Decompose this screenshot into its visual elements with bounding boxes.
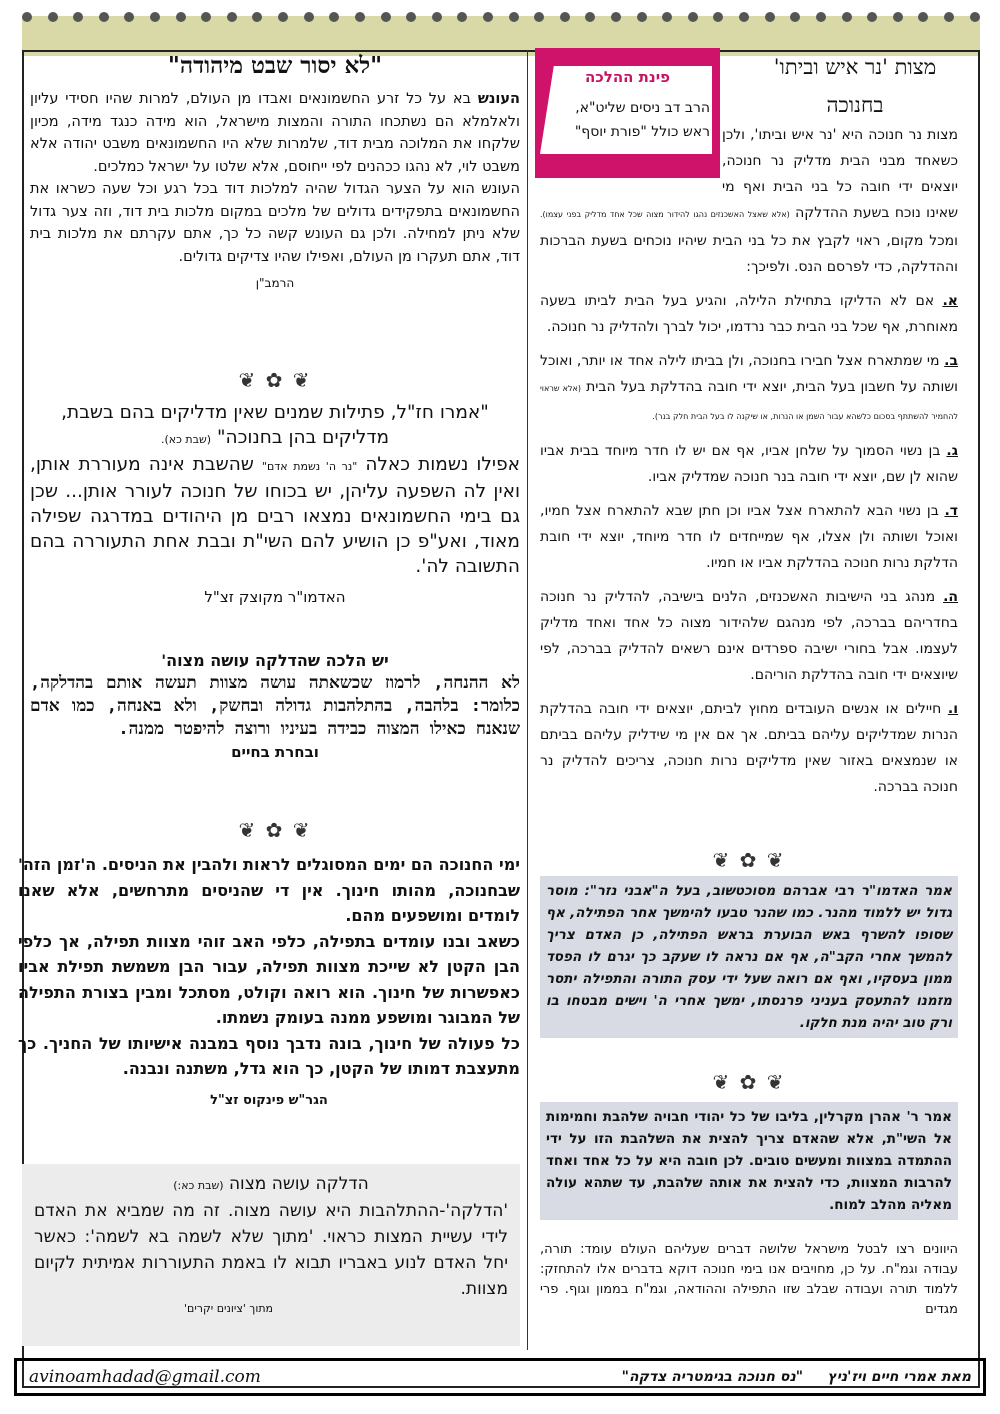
footer-author: מאת אמרי חיים ויז'ניץ bbox=[827, 1369, 971, 1385]
pinkus-p3: כל פעולה של חינוך, בונה נדבך נוסף במבנה אישיותו של החניך. כך מתעצבת דמותו של הקטן, כך הוא גדל, משתנה ונבנה. bbox=[18, 1033, 520, 1078]
border-dot bbox=[73, 12, 83, 22]
border-dot bbox=[457, 12, 467, 22]
kotsk-ref2: "נר ה' נשמת אדם" bbox=[261, 460, 358, 473]
border-dot bbox=[304, 12, 314, 22]
halacha-intro-note: (אלא שאצל האשכנזים נהגו להידור מצוה שכל אחד מדליק בפני עצמו). bbox=[540, 210, 790, 219]
border-dot bbox=[329, 12, 339, 22]
halacha-item-letter: ג. bbox=[946, 443, 958, 459]
border-dot bbox=[150, 12, 160, 22]
footer-bar bbox=[14, 1358, 986, 1396]
halacha-item-letter: ב. bbox=[944, 353, 959, 369]
border-dot bbox=[252, 12, 262, 22]
border-dot bbox=[970, 12, 980, 22]
border-dot bbox=[739, 12, 749, 22]
border-dot bbox=[124, 12, 134, 22]
halacha-item bbox=[540, 498, 958, 576]
footer-email[interactable]: avinoamhadad@gmail.com bbox=[29, 1367, 261, 1387]
border-dot bbox=[790, 12, 800, 22]
border-dot bbox=[944, 12, 954, 22]
border-dot bbox=[534, 12, 544, 22]
border-dot bbox=[201, 12, 211, 22]
border-dot bbox=[99, 12, 109, 22]
border-dot bbox=[278, 12, 288, 22]
hadlaka-box bbox=[22, 1164, 520, 1346]
footer-slogan: "נס חנוכה בגימטריה צדקה" bbox=[621, 1369, 804, 1385]
halacha-item bbox=[540, 288, 958, 340]
border-dot bbox=[816, 12, 826, 22]
border-dot bbox=[637, 12, 647, 22]
ornament-divider: ❦ ✿ ❦ bbox=[712, 848, 786, 872]
border-dot bbox=[227, 12, 237, 22]
hadlaka-box-ref: (שבת כא:) bbox=[173, 1179, 224, 1192]
border-dot bbox=[22, 12, 32, 22]
border-dot bbox=[842, 12, 852, 22]
hadlaka-box-source: מתוך 'ציונים יקרים' bbox=[184, 1302, 274, 1315]
border-dot bbox=[176, 12, 186, 22]
greeks-paragraph: היוונים רצו לבטל מישראל שלושה דברים שעליהם העולם עומד: תורה, עבודה וגמ"ח. על כן, מחויבים אנו בימי חנוכה דוקא בדברים אלו להתחזק: ללמוד תורה ועבודה שבלב שזו התפילה וההודאה, וגמ"ח בממון וגוף. פרי מגדים bbox=[540, 1242, 958, 1317]
halacha-item bbox=[540, 348, 958, 430]
ramban-lead: העונש bbox=[477, 91, 520, 107]
border-dot bbox=[406, 12, 416, 22]
right-title-line2: בחנוכה bbox=[826, 93, 884, 117]
halacha-corner-heading: פינת ההלכה bbox=[584, 68, 671, 86]
right-title bbox=[730, 48, 980, 124]
kotsk-quote: "אמרו חז"ל, פתילות שמנים שאין מדליקים בהם בשבת, מדליקים בהן בחנוכה" bbox=[61, 402, 489, 448]
border-dot bbox=[585, 12, 595, 22]
halacha-item-text: בן נשוי הבא להתארח אצל אביו וכן חתן שבא להתארח אצל חמיו, ואוכל ושותה ולן אצלו, אף שמייחדים לו חדר מיוחד, יוצא ידי חובת הדלקת נרות חנוכה בהדלקת אביו או חמיו. bbox=[540, 503, 958, 571]
halacha-corner-line1: הרב דב ניסים שליט"א, bbox=[575, 100, 710, 116]
border-dot bbox=[432, 12, 442, 22]
halacha-item-letter: א. bbox=[942, 293, 958, 309]
halacha-item-text: אם לא הדליקו בתחילת הלילה, והגיע בעל הבית לביתו בשעה מאוחרת, אף שכל בני הבית כבר נרדמו, יכול לברך ולהדליק נר חנוכה. bbox=[540, 293, 958, 335]
halacha-corner-line2: ראש כולל "פורת יוסף" bbox=[574, 124, 710, 140]
border-dot bbox=[918, 12, 928, 22]
kotsk-p2: שהשבת אינה מעוררת אותן, ואין לה השפעה עליהן, יש בכוחו של חנוכה לעורר אותן... שכן גם בימי החשמונאים נמצאו רבים מן היהודים במדרגה שפילה מאוד, ואע"פ כן הושיע להם השי"ת ובבת אחת התעוררה בהם התשובה לה'. bbox=[30, 454, 520, 577]
halacha-intro-a: מצות נר חנוכה היא 'נר איש וביתו', ולכן כשאחד מבני הבית מדליק נר חנוכה, יוצאים ידי חובה כל בני הבית ואף מי שאינו נוכח בשעת ההדלקה bbox=[722, 127, 959, 221]
border-dot bbox=[509, 12, 519, 22]
pinkus-p2: כשאב ובנו עומדים בתפילה, כלפי האב זוהי מצוות תפילה, אך כלפי הבן הקטן לא שייכת מצוות תפילה, עבור הבן משמשת תפילת אביו כאפשרות של חינוך. הוא רואה וקולט, מסתכל ומבין בצורת התפילה של המבוגר ומושפע ממנה בעומק נשמתו. bbox=[18, 931, 520, 1027]
ramban-p1: בא על כל זרע החשמונאים ואבדו מן העולם, למרות שהיו חסידי עליון ולאלמלא הם נשתכחו התורה והמצות מישראל, הוא מידה כנגד מידה, מכיון שלקחו את המלוכה מבית דוד, שלמרות שלא היו החשמונאים משבט יהודה אלא משבט לוי, לא נהגו ככהנים לפי ייחוסם, אלא שלטו על ישראל כמלכים. bbox=[30, 91, 520, 175]
ramban-p2: העונש הוא על הצער הגדול שהיה למלכות דוד בכל רגע וכל שעה כשראו את החשמונאים בתפקידים גדולים של מלכים במקום מלכות בית דוד, וזה צער גדול שלא ניתן למחילה. ולכן גם העונש קשה כל כך, אתם עקרתם את מלכות בית דוד, אתם תעקרו מן העולם, ואפילו שהיו צדיקים גדולים. bbox=[30, 181, 520, 265]
admor-box: אמר האדמו"ר רבי אברהם מסוכטשוב, בעל ה"אבני נזר": מוסר גדול יש ללמוד מהנר. כמו שהנר טבעו להימשך אחר הפתילה, אף שסופו להשרף באש הבוערת בראש הפתילה, כן האדם צריך להמשך אחרי הקב"ה, אף אם נראה לו שעקב כך יגרם לו הפסד ממון בעסקיו, ואף אם רואה שעל ידי עסק התורה והתפילה יתסר מזמנו להתעסק בעניני פרנסתו, ימשך אחרי ה' וישים מבטחו בו ורק טוב יהיה מנת חלקו. bbox=[540, 876, 958, 1038]
ornament-divider: ❦ ✿ ❦ bbox=[238, 818, 312, 842]
bechira-source: ובחרת בחיים bbox=[231, 743, 319, 761]
column-divider bbox=[527, 50, 528, 1350]
border-dot bbox=[381, 12, 391, 22]
pinkus-section bbox=[18, 852, 520, 1113]
halacha-item bbox=[540, 696, 958, 800]
border-dot bbox=[688, 12, 698, 22]
halacha-item-text: מי שמתארח אצל חבירו בחנוכה, ולן בביתו לילה אחד או יותר, ואוכל ושותה על חשבון בעל הבית, יוצא ידי חובה בהדלקת בעל הבית bbox=[540, 353, 958, 395]
left-title: "לא יסור שבט מיהודה" bbox=[167, 52, 383, 79]
pinkus-p1: ימי החנוכה הם ימים המסוגלים לראות ולהבין את הניסים. ה'זמן הזה' שבחנוכה, מהותו חינוך. אין די שהניסים מתרחשים, אלא שאנו לומדים ומושפעים מהם. bbox=[18, 855, 520, 925]
ramban-source: הרמב"ן bbox=[255, 276, 295, 290]
border-dot bbox=[713, 12, 723, 22]
border-dot bbox=[662, 12, 672, 22]
halacha-items bbox=[540, 288, 958, 800]
halacha-item-text: בן נשוי הסמוך על שלחן אביו, אף אם יש לו חדר מיוחד בבית אביו שהוא לן שם, יוצא ידי חובה בנר חנוכה שמדליק אביו. bbox=[540, 443, 958, 485]
halacha-item-letter: ה. bbox=[943, 589, 958, 605]
hadlaka-box-head: הדלקה עושה מצוה bbox=[228, 1174, 369, 1194]
halacha-item-letter: ו. bbox=[947, 701, 959, 717]
halacha-item bbox=[540, 438, 958, 490]
kotsk-p1: אפילו נשמות כאלה bbox=[365, 454, 520, 475]
halacha-item bbox=[540, 584, 958, 688]
ornament-divider: ❦ ✿ ❦ bbox=[238, 368, 312, 392]
kotsk-section bbox=[30, 400, 520, 610]
ornament-divider: ❦ ✿ ❦ bbox=[712, 1070, 786, 1094]
karlin-box: אמר ר' אהרן מקרלין, בליבו של כל יהודי חבויה שלהבת וחמימות אל השי"ת, אלא שהאדם צריך להצית את השלהבת הזו על ידי ההתמדה במצוות ומעשים טובים. לכן חובה היא על כל אחד ואחד להרבות המצוות, כדי להצית את אותה שלהבת, עד שתהא עולה מאליה מהלב למוח. bbox=[540, 1102, 958, 1220]
border-dot bbox=[48, 12, 58, 22]
halacha-body bbox=[540, 122, 958, 800]
right-title-line1: מצות 'נר איש וביתו' bbox=[773, 55, 937, 79]
border-dot bbox=[867, 12, 877, 22]
hadlaka-box-text: 'הדלקה'-ההתלהבות היא עושה מצוה. זה מה שמביא את האדם לידי עשיית המצות כראוי. 'מתוך שלא לשמה בא לשמה': כאשר יחל האדם לנוע באבריו תבוא לו באמת התעוררות אמיתית לקיום מצוות. bbox=[34, 1201, 508, 1299]
bechira-text: לא ההנחה, לרמוז שכשאתה עושה מצוות תעשה אותם בהדלקה, כלומר: בלהבה, בהתלהבות גדולה ובחשק, ולא באנחה, כמו אדם שנאנח כאילו המצוה כבידה בעיניו ורוצה להיפטר ממנה. bbox=[30, 673, 520, 739]
halacha-intro-b: ומכל מקום, ראוי לקבץ את כל בני הבית שיהיו נוכחים בשעת הברכות וההדלקה, כדי לפרסם הנס. ולפיכך: bbox=[540, 233, 958, 275]
halacha-item-text: מנהג בני הישיבות האשכנזים, הלנים בישיבה, להדליק נר חנוכה בחדריהם בברכה, לפי מנהגם שלהידור מצוה כל אחד ואחד מדליק לעצמו. אבל בחורי ישיבה ספרדים אינם רשאים להדליק בברכה, לפי שיוצאים ידי חובה בהדלקת הוריהם. bbox=[540, 589, 958, 683]
dot-border bbox=[22, 10, 980, 24]
pinkus-source: הגר"ש פינקוס זצ"ל bbox=[210, 1092, 328, 1108]
halacha-item-letter: ד. bbox=[944, 503, 959, 519]
bechira-section bbox=[30, 650, 520, 761]
border-dot bbox=[483, 12, 493, 22]
footer-credit bbox=[622, 1369, 971, 1385]
bechira-head: יש הלכה שהדלקה עושה מצוה' bbox=[161, 651, 389, 670]
kotsk-source: האדמו"ר מקוצק זצ"ל bbox=[204, 588, 346, 606]
border-dot bbox=[893, 12, 903, 22]
border-dot bbox=[611, 12, 621, 22]
border-dot bbox=[355, 12, 365, 22]
halacha-item-text: חיילים או אנשים העובדים מחוץ לביתם, יוצאים ידי חובה בהדלקת הנרות שמדליקים עליהם בביתם. אך אם אין מי שידליק עליהם בביתם או שנמצאים באזור שאין מדליקים נרות חנוכה, צריכים להדליק נר חנוכה בברכה. bbox=[540, 701, 958, 795]
kotsk-ref: (שבת כא). bbox=[160, 433, 212, 446]
halacha-item-note: (אלא שראוי להחמיר להשתתף בסכום כלשהא עבור השמן או הנרות, או שיקנה לו בעל הבית חלק בנר). bbox=[540, 384, 958, 421]
border-dot bbox=[765, 12, 775, 22]
border-dot bbox=[560, 12, 570, 22]
ramban-section bbox=[30, 88, 520, 295]
